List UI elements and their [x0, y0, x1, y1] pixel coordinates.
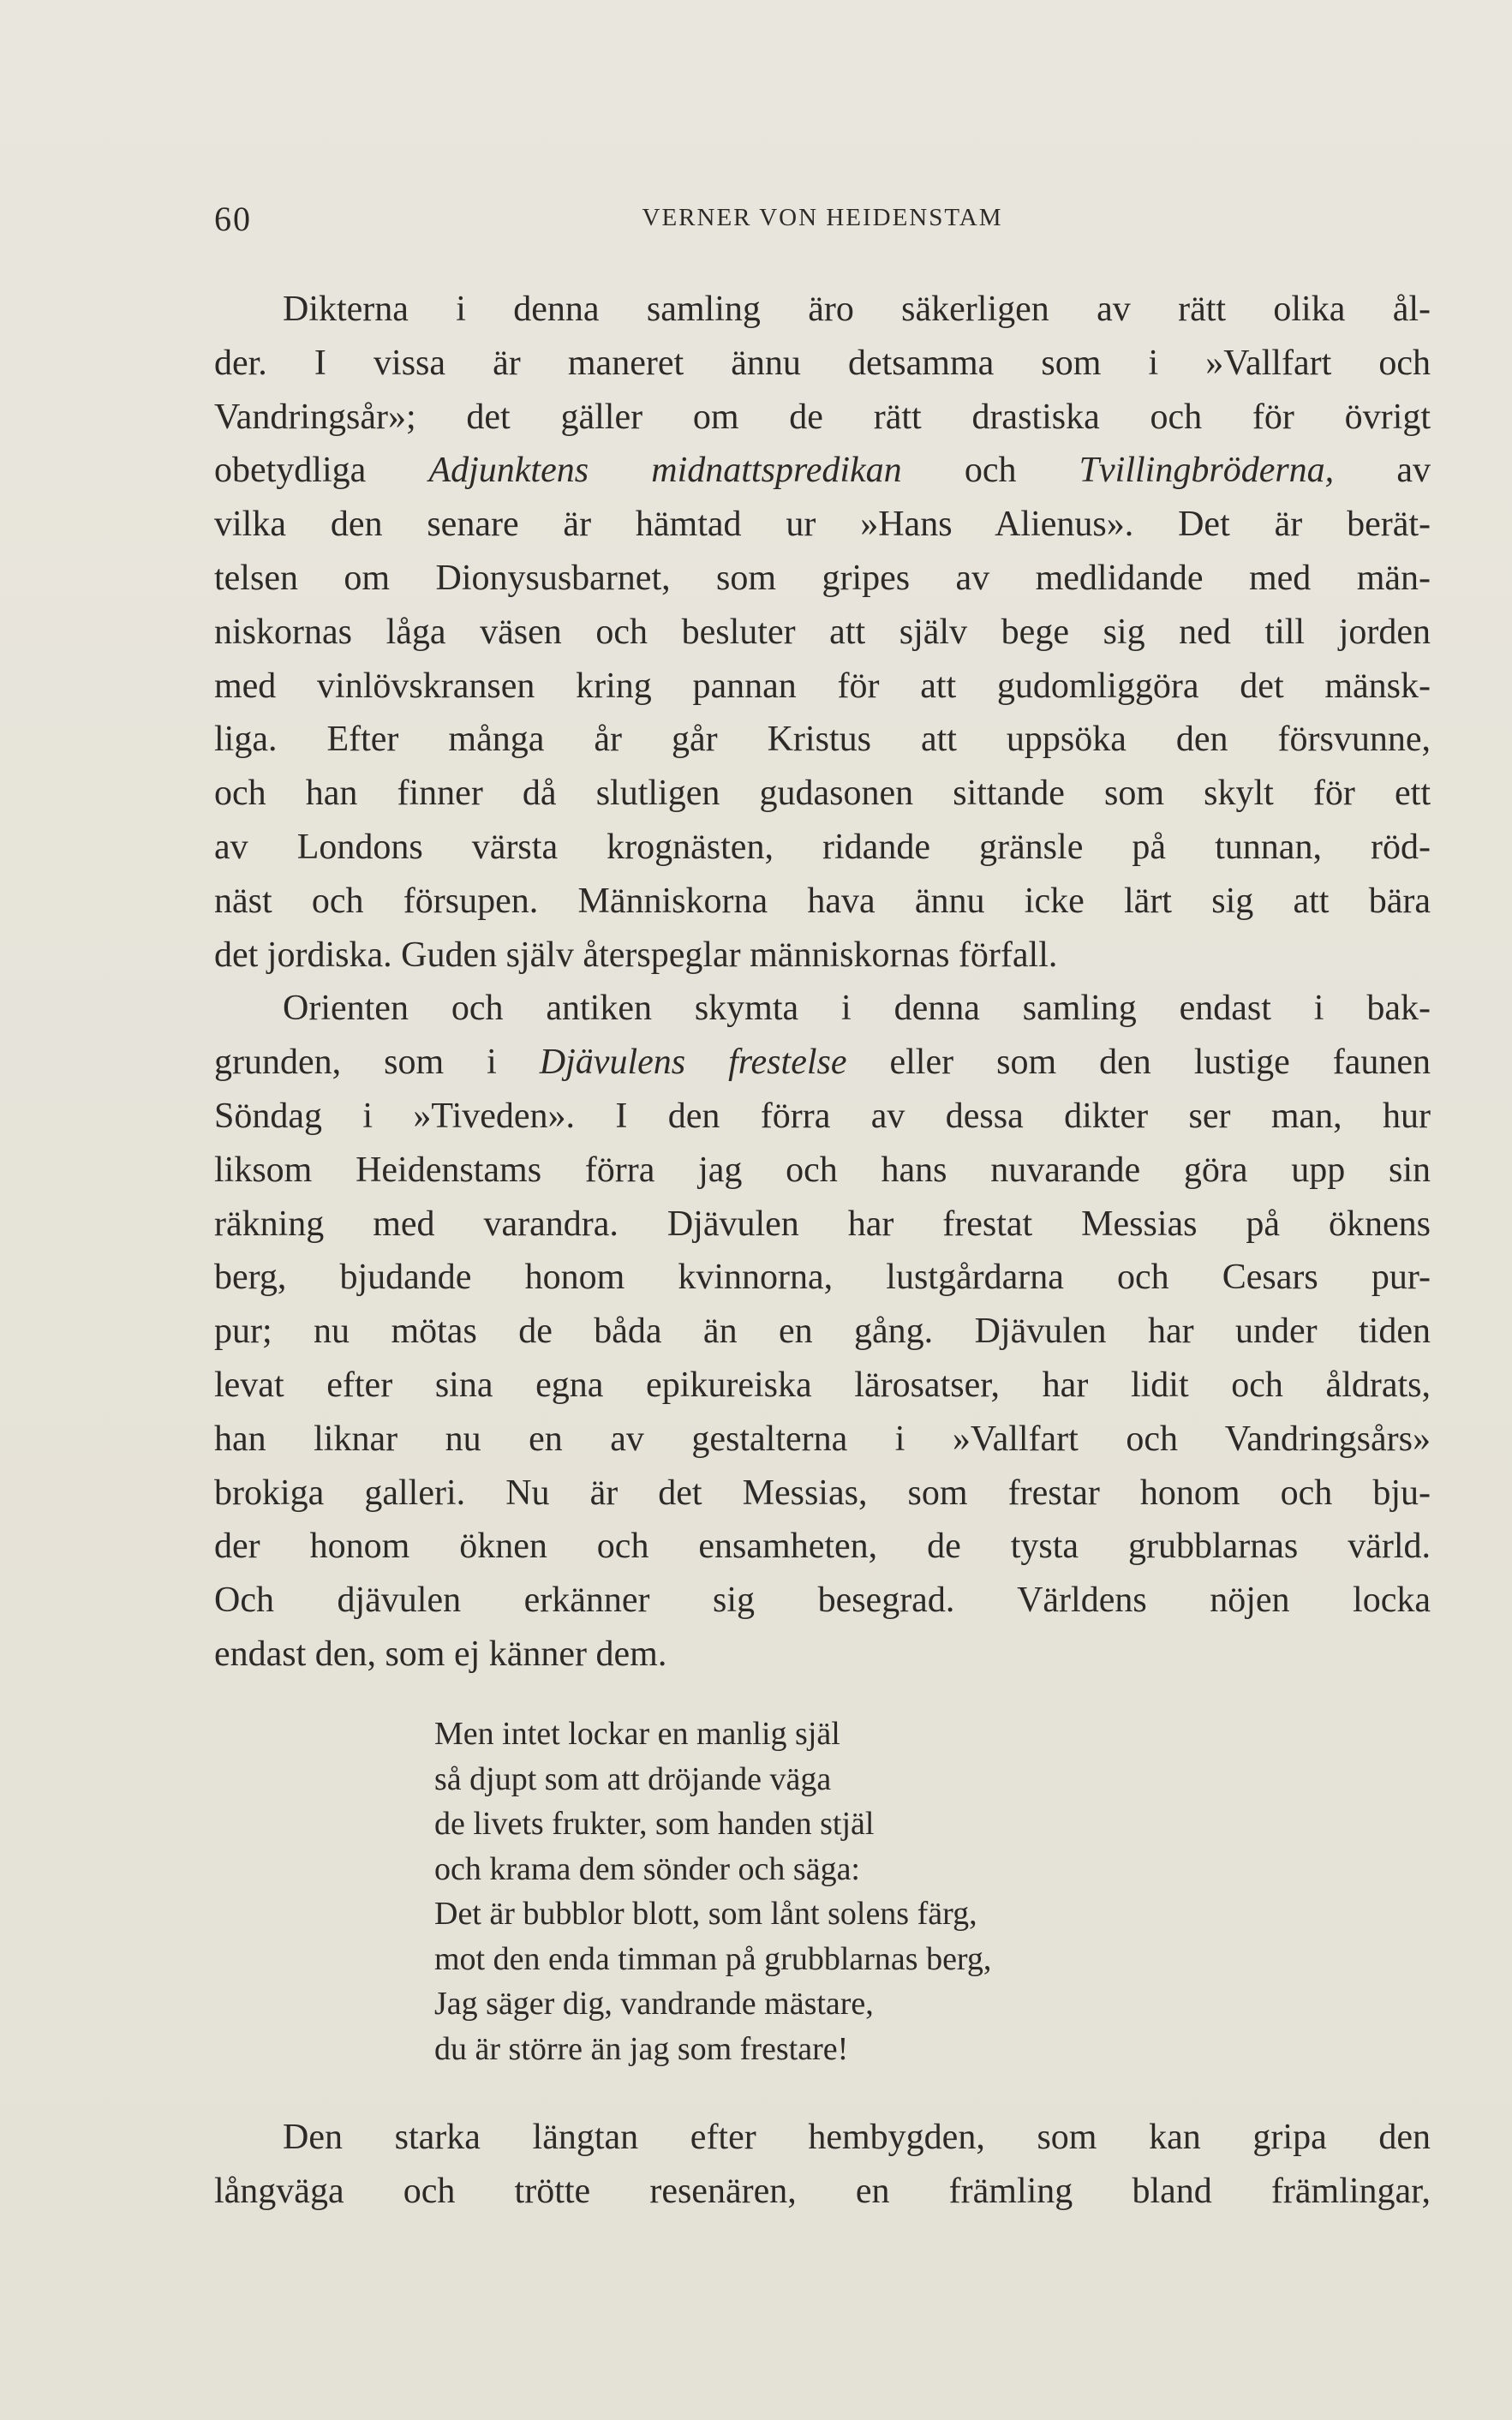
verse-line: och krama dem sönder och säga:: [434, 1850, 860, 1887]
text-segment: pur; nu mötas de båda än en gång. Djävulen har under tiden: [214, 1312, 1431, 1352]
page-header: [214, 199, 1431, 242]
text-segment: Dikterna i denna samling äro säkerligen av rätt olika ål-: [283, 290, 1431, 329]
text-line: [214, 1305, 1431, 1359]
verse-line: Men intet lockar en manlig själ: [434, 1716, 840, 1752]
text-segment: liga. Efter många år går Kristus att uppsöka den försvunne,: [214, 720, 1431, 760]
text-segment: der. I vissa är maneret ännu detsamma som i »Vallfart och: [214, 343, 1431, 383]
text-line: [214, 283, 1431, 337]
running-head: VERNER VON HEIDENSTAM: [642, 204, 1003, 231]
text-line: [214, 1251, 1431, 1305]
text-segment: Söndag i »Tiveden». I den förra av dessa dikter ser man, hur: [214, 1096, 1431, 1136]
text-segment: näst och försupen. Människorna hava ännu icke lärt sig att bära: [214, 881, 1431, 921]
text-line: [214, 1036, 1431, 1090]
verse-line: Det är bubblor blott, som lånt solens färg,: [434, 1896, 977, 1932]
work-title: Tvillingbröderna,: [1079, 451, 1335, 491]
text-line: [214, 1198, 1431, 1252]
text-segment: vilka den senare är hämtad ur »Hans Alienus». Det är berät-: [214, 505, 1431, 545]
text-line: [214, 660, 1431, 714]
work-title: Djävulens frestelse: [539, 1043, 847, 1083]
text-line: [214, 337, 1431, 391]
text-segment: med vinlövskransen kring pannan för att gudomliggöra det mänsk-: [214, 666, 1431, 706]
text-line: [214, 552, 1431, 606]
text-line: [214, 2165, 1431, 2219]
paragraph-den-starka: [214, 2111, 1431, 2219]
text-line: [214, 1628, 1431, 1682]
text-segment: endast den, som ej känner dem.: [214, 1634, 667, 1674]
text-line: [214, 1090, 1431, 1144]
verse-line: så djupt som att dröjande väga: [434, 1760, 832, 1797]
text-segment: brokiga galleri. Nu är det Messias, som frestar honom och bju-: [214, 1473, 1431, 1513]
text-segment: av: [1334, 451, 1431, 491]
text-line: [214, 767, 1431, 821]
verse-line: mot den enda timman på grubblarnas berg,: [434, 1940, 992, 1977]
text-line: [214, 444, 1431, 498]
verse-line: de livets frukter, som handen stjäl: [434, 1806, 875, 1842]
text-segment: eller som den lustige faunen: [846, 1043, 1431, 1083]
text-segment: der honom öknen och ensamheten, de tysta grubblarnas värld.: [214, 1527, 1431, 1567]
text-line: [214, 2111, 1431, 2165]
text-segment: och: [901, 451, 1079, 491]
text-segment: obetydliga: [214, 451, 429, 491]
text-segment: grunden, som i: [214, 1043, 540, 1083]
verse-line: du är större än jag som frestare!: [434, 2030, 849, 2067]
text-segment: av Londons värsta krognästen, ridande gränsle på tunnan, röd-: [214, 827, 1431, 867]
text-line: [214, 982, 1431, 1036]
text-segment: niskornas låga väsen och besluter att själv bege sig ned till jorden: [214, 612, 1431, 652]
text-segment: och han finner då slutligen gudasonen sittande som skylt för ett: [214, 774, 1431, 814]
main-text: [214, 283, 1431, 1682]
text-line: [214, 391, 1431, 445]
verse-quotation: [434, 1712, 991, 2071]
text-line: [214, 1574, 1431, 1628]
text-segment: Och djävulen erkänner sig besegrad. Världens nöjen locka: [214, 1580, 1431, 1621]
text-line: [214, 1467, 1431, 1521]
work-title: Adjunktens midnattspredikan: [428, 451, 902, 491]
text-segment: det jordiska. Guden själv återspeglar människornas förfall.: [214, 935, 1058, 975]
text-line: [214, 1359, 1431, 1413]
text-line: [214, 1413, 1431, 1467]
text-line: [214, 929, 1431, 983]
text-segment: telsen om Dionysusbarnet, som gripes av medlidande med män-: [214, 558, 1431, 598]
text-line: [214, 713, 1431, 767]
paragraph-orienten: [214, 982, 1431, 1681]
text-line: [214, 498, 1431, 552]
text-segment: Vandringsår»; det gäller om de rätt drastiska och för övrigt: [214, 397, 1431, 437]
text-segment: långväga och trötte resenären, en främling bland främlingar,: [214, 2171, 1431, 2211]
text-segment: räkning med varandra. Djävulen har frestat Messias på öknens: [214, 1204, 1431, 1244]
text-segment: liksom Heidenstams förra jag och hans nuvarande göra upp sin: [214, 1150, 1431, 1190]
text-line: [214, 875, 1431, 929]
text-segment: berg, bjudande honom kvinnorna, lustgårdarna och Cesars pur-: [214, 1258, 1431, 1298]
text-segment: han liknar nu en av gestalterna i »Vallfart och Vandringsårs»: [214, 1419, 1431, 1459]
text-line: [214, 606, 1431, 660]
page-number: 60: [214, 200, 252, 238]
text-segment: Den starka längtan efter hembygden, som kan gripa den: [283, 2118, 1431, 2157]
text-segment: Orienten och antiken skymta i denna samling endast i bak-: [283, 989, 1431, 1029]
text-line: [214, 1144, 1431, 1198]
paragraph-dikterna: [214, 283, 1431, 982]
text-segment: levat efter sina egna epikureiska lärosatser, har lidit och åldrats,: [214, 1365, 1431, 1405]
verse-line: Jag säger dig, vandrande mästare,: [434, 1986, 874, 2022]
text-line: [214, 821, 1431, 875]
text-line: [214, 1520, 1431, 1574]
